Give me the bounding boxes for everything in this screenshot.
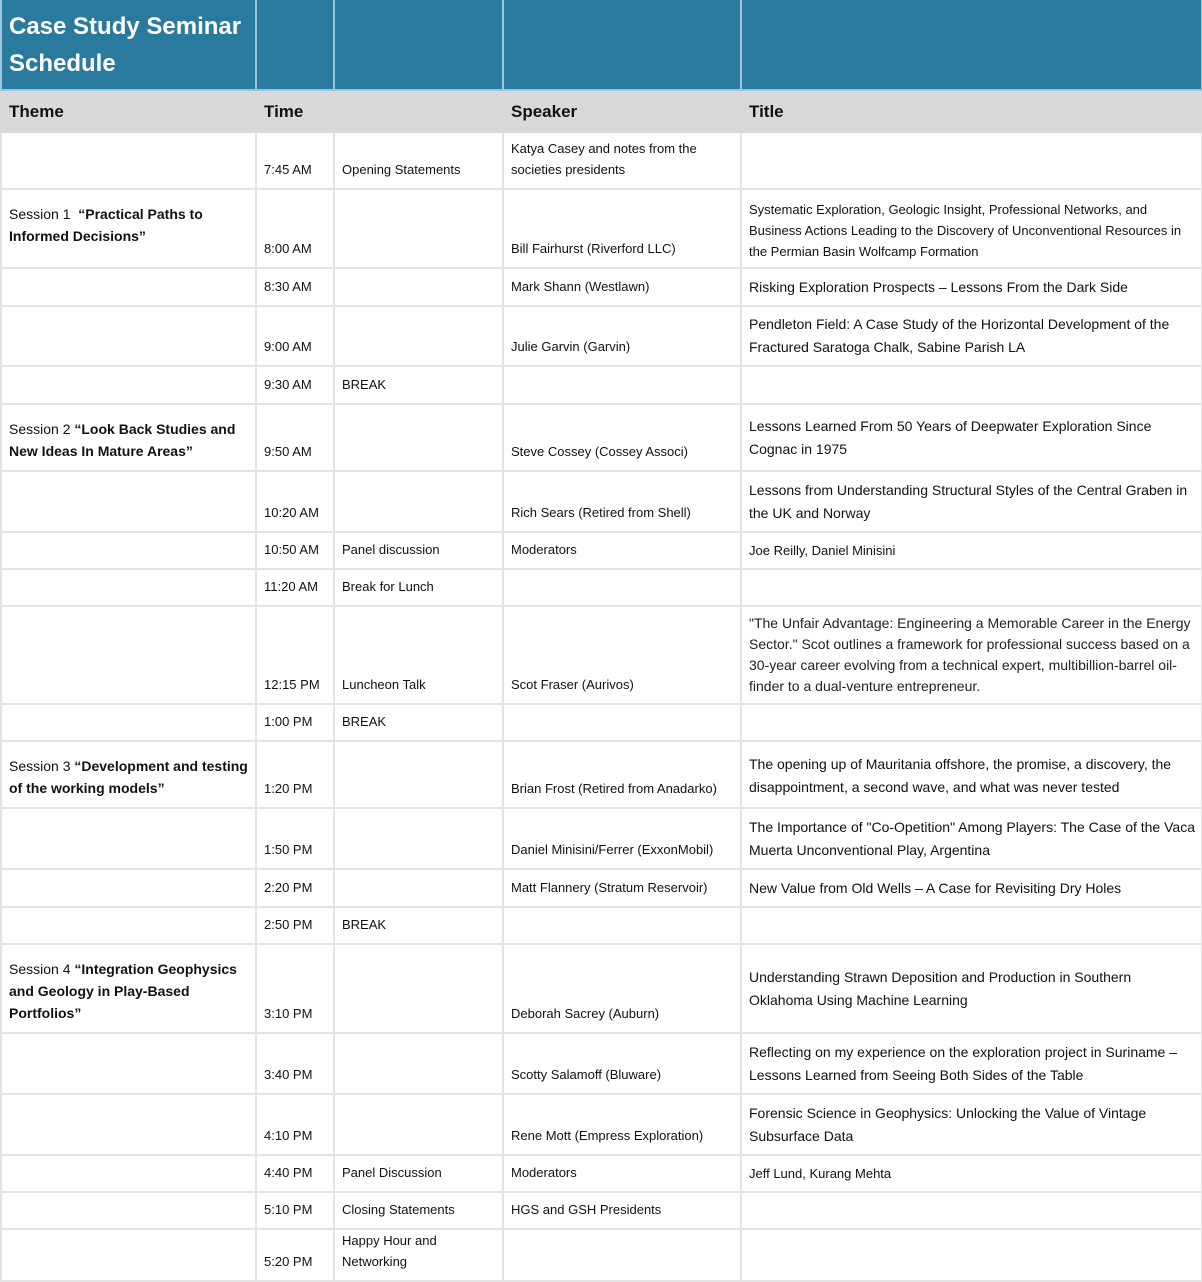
activity-cell: BREAK (334, 907, 503, 944)
column-header-title: Title (741, 90, 1202, 132)
speaker-cell: Daniel Minisini/Ferrer (ExxonMobil) (503, 808, 741, 869)
time-cell: 10:50 AM (256, 532, 334, 569)
table-row (1, 944, 1202, 1033)
speaker-cell (503, 366, 741, 404)
theme-cell (1, 1229, 256, 1281)
activity-cell (334, 808, 503, 869)
theme-cell (1, 189, 256, 268)
theme-cell (1, 569, 256, 606)
title-cell: "The Unfair Advantage: Engineering a Memorable Career in the Energy Sector." Scot outlines a framework for professional success based on a 30-year career evolving from a technical expert, multibillion-barrel oil-finder to a dual-venture entrepreneur. (741, 606, 1202, 704)
activity-cell (334, 189, 503, 268)
title-cell: New Value from Old Wells – A Case for Revisiting Dry Holes (741, 869, 1202, 907)
speaker-cell (503, 1229, 741, 1281)
session-label: Session 4 (9, 961, 75, 977)
activity-cell: Luncheon Talk (334, 606, 503, 704)
title-cell (741, 1229, 1202, 1281)
activity-cell: BREAK (334, 366, 503, 404)
speaker-cell: Scotty Salamoff (Bluware) (503, 1033, 741, 1094)
table-row (1, 569, 1202, 606)
theme-cell (1, 606, 256, 704)
session-theme: “Development and testing of the working models” (9, 758, 248, 796)
activity-cell (334, 404, 503, 471)
time-cell: 9:30 AM (256, 366, 334, 404)
column-header-speaker: Speaker (503, 90, 741, 132)
time-cell: 1:20 PM (256, 741, 334, 808)
title-cell: Lessons Learned From 50 Years of Deepwater Exploration Since Cognac in 1975 (741, 404, 1202, 471)
title-cell-empty (503, 0, 741, 90)
activity-cell: Happy Hour and Networking (334, 1229, 503, 1281)
title-cell: Lessons from Understanding Structural Styles of the Central Graben in the UK and Norway (741, 471, 1202, 532)
activity-cell (334, 869, 503, 907)
time-cell: 8:00 AM (256, 189, 334, 268)
session-theme: “Look Back Studies and New Ideas In Mature Areas” (9, 421, 236, 459)
activity-cell (334, 471, 503, 532)
table-row (1, 808, 1202, 869)
table-row (1, 704, 1202, 741)
time-cell: 8:30 AM (256, 268, 334, 306)
title-cell (741, 132, 1202, 189)
column-header-time: Time (256, 90, 334, 132)
activity-cell: Opening Statements (334, 132, 503, 189)
time-cell: 4:10 PM (256, 1094, 334, 1155)
activity-cell: Closing Statements (334, 1192, 503, 1229)
speaker-cell: Moderators (503, 532, 741, 569)
time-cell: 1:00 PM (256, 704, 334, 741)
theme-cell (1, 404, 256, 471)
speaker-cell: HGS and GSH Presidents (503, 1192, 741, 1229)
activity-cell (334, 741, 503, 808)
activity-cell (334, 306, 503, 366)
speaker-cell: Mark Shann (Westlawn) (503, 268, 741, 306)
table-row (1, 1155, 1202, 1192)
session-label: Session 3 (9, 758, 75, 774)
theme-cell (1, 704, 256, 741)
theme-cell (1, 471, 256, 532)
theme-cell (1, 1033, 256, 1094)
session-label: Session 2 (9, 421, 75, 437)
title-cell (741, 704, 1202, 741)
table-row (1, 268, 1202, 306)
session-theme: “Practical Paths to Informed Decisions” (9, 206, 203, 244)
time-cell: 9:50 AM (256, 404, 334, 471)
title-cell-empty (334, 0, 503, 90)
table-row (1, 1094, 1202, 1155)
title-cell: Forensic Science in Geophysics: Unlocking the Value of Vintage Subsurface Data (741, 1094, 1202, 1155)
table-row (1, 404, 1202, 471)
time-cell: 11:20 AM (256, 569, 334, 606)
column-header-row (1, 90, 1202, 132)
title-cell (741, 569, 1202, 606)
speaker-cell: Bill Fairhurst (Riverford LLC) (503, 189, 741, 268)
speaker-cell (503, 907, 741, 944)
theme-cell (1, 268, 256, 306)
theme-cell (1, 907, 256, 944)
table-row (1, 741, 1202, 808)
activity-cell: Break for Lunch (334, 569, 503, 606)
theme-cell (1, 1094, 256, 1155)
table-row (1, 366, 1202, 404)
theme-cell (1, 366, 256, 404)
speaker-cell: Scot Fraser (Aurivos) (503, 606, 741, 704)
theme-cell (1, 869, 256, 907)
speaker-cell (503, 569, 741, 606)
speaker-cell: Brian Frost (Retired from Anadarko) (503, 741, 741, 808)
table-row (1, 306, 1202, 366)
title-cell (741, 366, 1202, 404)
title-cell: The opening up of Mauritania offshore, the promise, a discovery, the disappointment, a second wave, and what was never tested (741, 741, 1202, 808)
table-row (1, 532, 1202, 569)
theme-cell (1, 1155, 256, 1192)
table-row (1, 471, 1202, 532)
activity-cell (334, 268, 503, 306)
activity-cell: BREAK (334, 704, 503, 741)
title-cell: Reflecting on my experience on the exploration project in Suriname – Lessons Learned from Seeing Both Sides of the Table (741, 1033, 1202, 1094)
table-row (1, 606, 1202, 704)
title-cell: Joe Reilly, Daniel Minisini (741, 532, 1202, 569)
table-row (1, 189, 1202, 268)
activity-cell (334, 1033, 503, 1094)
speaker-cell: Moderators (503, 1155, 741, 1192)
activity-cell (334, 944, 503, 1033)
speaker-cell: Katya Casey and notes from the societies presidents (503, 132, 741, 189)
time-cell: 2:50 PM (256, 907, 334, 944)
time-cell: 3:40 PM (256, 1033, 334, 1094)
time-cell: 4:40 PM (256, 1155, 334, 1192)
time-cell: 3:10 PM (256, 944, 334, 1033)
table-row (1, 1229, 1202, 1281)
table-row (1, 907, 1202, 944)
activity-cell (334, 1094, 503, 1155)
theme-cell (1, 532, 256, 569)
title-row (1, 0, 1202, 90)
page-title: Case Study Seminar Schedule (1, 0, 256, 90)
title-cell-empty (741, 0, 1202, 90)
time-cell: 10:20 AM (256, 471, 334, 532)
table-row (1, 1192, 1202, 1229)
title-cell (741, 1192, 1202, 1229)
theme-cell (1, 1192, 256, 1229)
time-cell: 9:00 AM (256, 306, 334, 366)
time-cell: 5:20 PM (256, 1229, 334, 1281)
column-header-theme: Theme (1, 90, 256, 132)
title-cell (741, 907, 1202, 944)
theme-cell (1, 808, 256, 869)
time-cell: 7:45 AM (256, 132, 334, 189)
table-row (1, 1033, 1202, 1094)
theme-cell (1, 741, 256, 808)
speaker-cell: Rich Sears (Retired from Shell) (503, 471, 741, 532)
speaker-cell: Steve Cossey (Cossey Associ) (503, 404, 741, 471)
activity-cell: Panel discussion (334, 532, 503, 569)
table-row (1, 869, 1202, 907)
table-row (1, 132, 1202, 189)
speaker-cell (503, 704, 741, 741)
title-cell: Pendleton Field: A Case Study of the Horizontal Development of the Fractured Saratoga Chalk, Sabine Parish LA (741, 306, 1202, 366)
title-cell: Jeff Lund, Kurang Mehta (741, 1155, 1202, 1192)
title-cell: Risking Exploration Prospects – Lessons From the Dark Side (741, 268, 1202, 306)
time-cell: 12:15 PM (256, 606, 334, 704)
session-theme: “Integration Geophysics and Geology in Play-Based Portfolios” (9, 961, 237, 1021)
speaker-cell: Julie Garvin (Garvin) (503, 306, 741, 366)
speaker-cell: Matt Flannery (Stratum Reservoir) (503, 869, 741, 907)
speaker-cell: Rene Mott (Empress Exploration) (503, 1094, 741, 1155)
title-cell: Understanding Strawn Deposition and Production in Southern Oklahoma Using Machine Learning (741, 944, 1202, 1033)
title-cell-empty (256, 0, 334, 90)
theme-cell (1, 944, 256, 1033)
activity-cell: Panel Discussion (334, 1155, 503, 1192)
title-cell: Systematic Exploration, Geologic Insight, Professional Networks, and Business Actions Leading to the Discovery of Unconventional Resources in the Permian Basin Wolfcamp Formation (741, 189, 1202, 268)
title-cell: The Importance of "Co-Opetition" Among Players: The Case of the Vaca Muerta Unconventional Play, Argentina (741, 808, 1202, 869)
speaker-cell: Deborah Sacrey (Auburn) (503, 944, 741, 1033)
session-label: Session 1 (9, 206, 79, 222)
time-cell: 5:10 PM (256, 1192, 334, 1229)
column-header-activity (334, 90, 503, 132)
theme-cell (1, 306, 256, 366)
time-cell: 1:50 PM (256, 808, 334, 869)
time-cell: 2:20 PM (256, 869, 334, 907)
theme-cell (1, 132, 256, 189)
